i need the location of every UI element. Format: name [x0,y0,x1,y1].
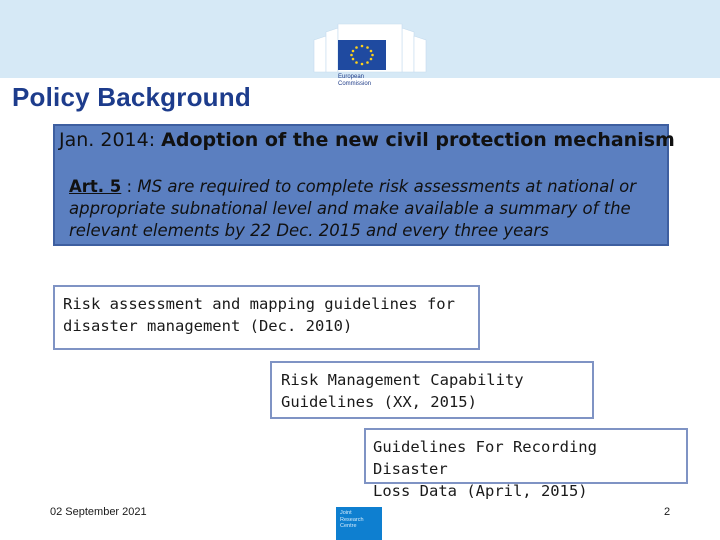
guideline-2-line-1: Risk Management Capability [281,371,524,389]
guideline-3-line-2: Loss Data (April, 2015) [373,482,588,500]
guideline-1-line-1: Risk assessment and mapping guidelines for [63,295,455,313]
guideline-box-3 [364,428,688,500]
jrc-logo-text [340,510,364,530]
policy-box [53,124,675,246]
article-label: Art. 5 [69,177,122,196]
jrc-line-1: Joint [340,510,352,516]
article-colon: : [121,177,138,196]
policy-title: Adoption of the new civil protection mechanism [161,129,675,151]
eu-flag [338,40,386,70]
guideline-3-line-1: Guidelines For Recording Disaster [373,438,597,478]
jrc-line-3: Centre [340,523,357,529]
guideline-box-1 [53,285,480,350]
policy-article [69,176,669,242]
guideline-box-2 [270,361,594,419]
jrc-line-2: Research [340,516,364,523]
logo-text [338,74,398,88]
policy-headline [59,129,675,151]
footer-date: 02 September 2021 [50,506,147,518]
guideline-2-line-2: Guidelines (XX, 2015) [281,393,477,411]
page-title: Policy Background [12,82,251,112]
logo-line-2: Commission [338,81,372,87]
page-number: 2 [664,506,671,518]
jrc-logo [336,507,382,540]
guideline-1-line-2: disaster management (Dec. 2010) [63,317,353,335]
article-text: MS are required to complete risk assessments at national or appropriate subnational level and make available a summary of the relevant elements by 22 Dec. 2015 and every three years [69,177,637,240]
policy-date: Jan. 2014: [59,129,162,151]
logo-line-1: European [338,74,365,80]
